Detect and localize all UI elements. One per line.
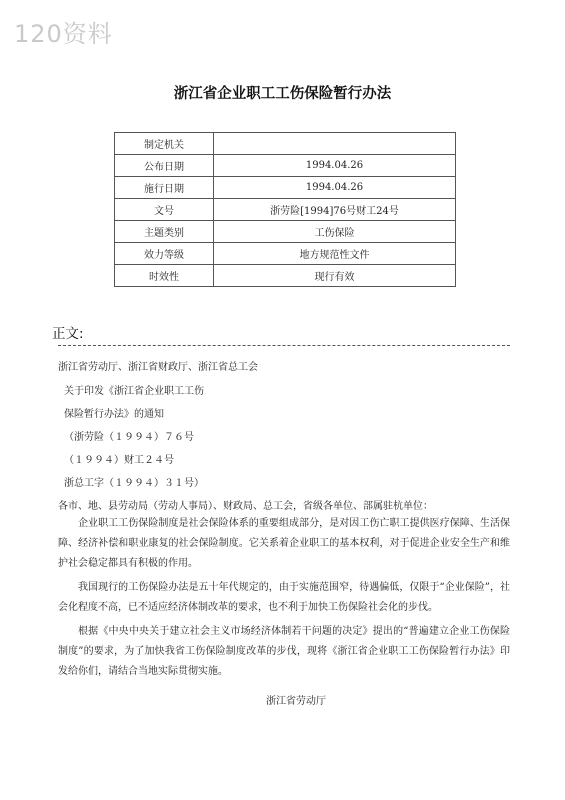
meta-value: 1994.04.26 xyxy=(214,155,456,177)
issuers-line: 浙江省劳动厅、浙江省财政厅、浙江省总工会 xyxy=(58,362,258,373)
meta-label: 主题类别 xyxy=(115,221,214,243)
body-heading: 正文: xyxy=(52,326,84,342)
meta-value: 工伤保险 xyxy=(214,221,456,243)
doc-number-3: 浙总工字（１９９４）３１号） xyxy=(64,478,204,489)
meta-value: 现行有效 xyxy=(214,265,456,287)
recipients-line: 各市、地、县劳动局（劳动人事局）、财政局、总工会，省级各单位、部属驻杭单位： xyxy=(58,501,433,512)
metadata-table xyxy=(114,132,456,287)
table-row xyxy=(115,133,456,155)
table-row xyxy=(115,199,456,221)
notice-title-line-1: 关于印发《浙江省企业职工工伤 xyxy=(64,386,204,397)
meta-label: 制定机关 xyxy=(115,133,214,155)
document-title: 浙江省企业职工工伤保险暂行办法 xyxy=(173,86,392,102)
table-row xyxy=(115,243,456,265)
table-row xyxy=(115,221,456,243)
paragraph-3: 根据《中央中央关于建立社会主义市场经济体制若干问题的决定》提出的“普遍建立企业工伤保险制度”的要求，为了加快我省工伤保险制度改革的步伐，现将《浙江省企业职工工伤保险暂行办法》印发给你们，请结合当地实际贯彻实施。 xyxy=(58,626,510,677)
signature: 浙江省劳动厅 xyxy=(266,696,326,707)
table-row xyxy=(115,265,456,287)
notice-title-line-2: 保险暂行办法》的通知 xyxy=(64,409,164,420)
meta-value xyxy=(214,133,456,155)
dashed-divider xyxy=(58,345,510,346)
meta-label: 文号 xyxy=(115,199,214,221)
doc-number-2: （１９９４）财工２４号 xyxy=(64,455,174,466)
meta-label: 效力等级 xyxy=(115,243,214,265)
paragraph-1: 企业职工工伤保险制度是社会保险体系的重要组成部分，是对因工伤亡职工提供医疗保障、生活保障、经济补偿和职业康复的社会保险制度。它关系着企业职工的基本权利，对于促进企业安全生产和维护社会稳定都具有积极的作用。 xyxy=(58,518,510,569)
paragraph-2: 我国现行的工伤保险办法是五十年代规定的，由于实施范围窄，待遇偏低，仅限于“企业保险”，社会化程度不高，已不适应经济体制改革的要求，也不利于加快工伤保险社会化的步伐。 xyxy=(58,582,510,613)
table-row xyxy=(115,177,456,199)
meta-value: 地方规范性文件 xyxy=(214,243,456,265)
doc-number-1: （浙劳险（１９９４）７６号 xyxy=(64,432,194,443)
meta-label: 公布日期 xyxy=(115,155,214,177)
meta-label: 时效性 xyxy=(115,265,214,287)
meta-value: 浙劳险[1994]76号财工24号 xyxy=(214,199,456,221)
table-row xyxy=(115,155,456,177)
meta-value: 1994.04.26 xyxy=(214,177,456,199)
watermark-logo: 120资料 xyxy=(14,20,113,48)
meta-label: 施行日期 xyxy=(115,177,214,199)
